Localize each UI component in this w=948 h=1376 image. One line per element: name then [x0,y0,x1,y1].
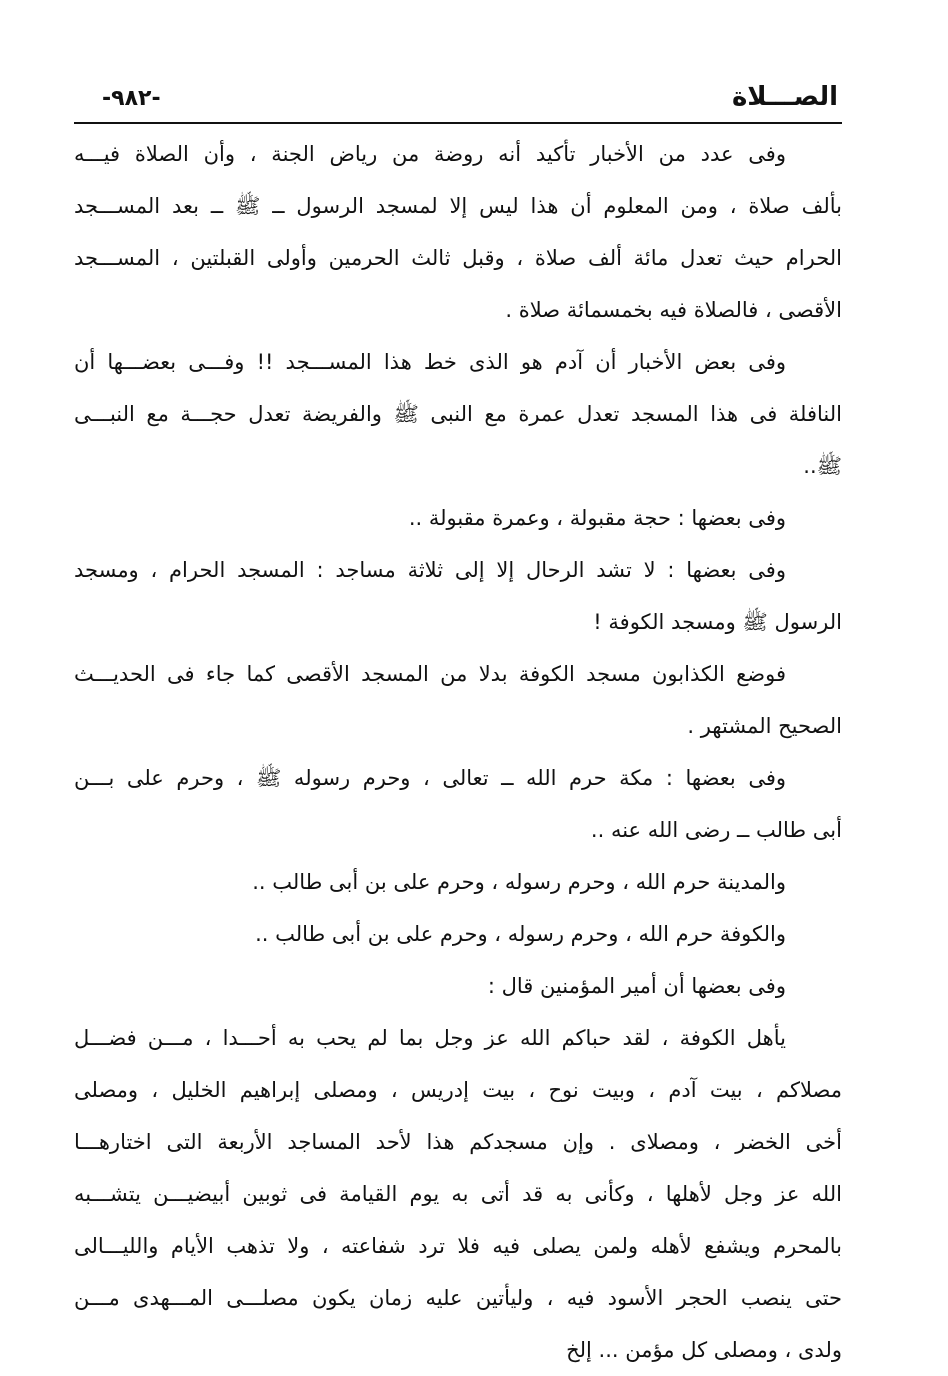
page-header [74,80,842,124]
text-line: بالمحرم ويشفع لأهله ولمن يصلى فيه فلا ترد شفاعته ، ولا تذهب الأيام والليـــالى [74,1234,842,1258]
text-line: أبى طالب ــ رضى الله عنه .. [590,818,842,842]
text-line: وفى عدد من الأخبار تأكيد أنه روضة من رياض الجنة ، وأن الصلاة فيـــه [74,142,786,166]
text-line: أخى الخضر ، ومصلاى . وإن مسجدكم هذا لأحد المساجد الأربعة التى اختارهـــا [74,1130,842,1154]
text-line: وفى بعضها : مكة حرم الله ــ تعالى ، وحرم رسوله ﷺ ، وحرم على بـــن [74,766,786,790]
text-line: والمدينة حرم الله ، وحرم رسوله ، وحرم على بن أبى طالب .. [252,870,786,894]
text-line: وفى بعضها : لا تشد الرحال إلا إلى ثلاثة مساجد : المسجد الحرام ، ومسجد [74,558,786,582]
text-line: والكوفة حرم الله ، وحرم رسوله ، وحرم على بن أبى طالب .. [255,922,786,946]
text-line: وفى بعضها : حجة مقبولة ، وعمرة مقبولة .. [408,506,786,530]
text-line: فوضع الكذابون مسجد الكوفة بدلا من المسجد الأقصى كما جاء فى الحديـــث [74,662,786,686]
text-line: حتى ينصب الحجر الأسود فيه ، وليأتين عليه زمان يكون مصلـــى المـــهدى مـــن [74,1286,842,1310]
text-line: الحرام حيث تعدل مائة ألف صلاة ، وقبل ثالث الحرمين وأولى القبلتين ، المســـجد [74,246,842,270]
text-line: وفى بعضها أن أمير المؤمنين قال : [487,974,786,998]
text-line: بألف صلاة ، ومن المعلوم أن هذا ليس إلا لمسجد الرسول ــ ﷺ ــ بعد المســـجد [74,194,842,218]
text-line: الله عز وجل لأهلها ، وكأنى به قد أتى به يوم القيامة فى ثوبين أبيضيـــن يتشـــبه [74,1182,842,1206]
text-line: ولدى ، ومصلى كل مؤمن ... إلخ [566,1338,842,1362]
text-line: النافلة فى هذا المسجد تعدل عمرة مع النبى ﷺ والفريضة تعدل حجـــة مع النبـــى [74,402,842,426]
page-number: -٩٨٢- [102,86,161,111]
body-text [74,128,842,1376]
text-line: ﷺ.. [803,454,842,478]
text-line: الأقصى ، فالصلاة فيه بخمسمائة صلاة . [505,298,842,322]
text-line: وفى بعض الأخبار أن آدم هو الذى خط هذا المســـجد !! وفـــى بعضـــها أن [74,350,786,374]
text-line: مصلاكم ، بيت آدم ، وبيت نوح ، بيت إدريس ، ومصلى إبراهيم الخليل ، ومصلى [74,1078,842,1102]
text-line: يأهل الكوفة ، لقد حباكم الله عز وجل بما لم يحب به أحـــدا ، مـــن فضـــل [74,1026,786,1050]
text-line: الصحيح المشتهر . [687,714,842,738]
text-line: الرسول ﷺ ومسجد الكوفة ! [593,610,842,634]
running-title: الصـــلاة [731,82,838,112]
